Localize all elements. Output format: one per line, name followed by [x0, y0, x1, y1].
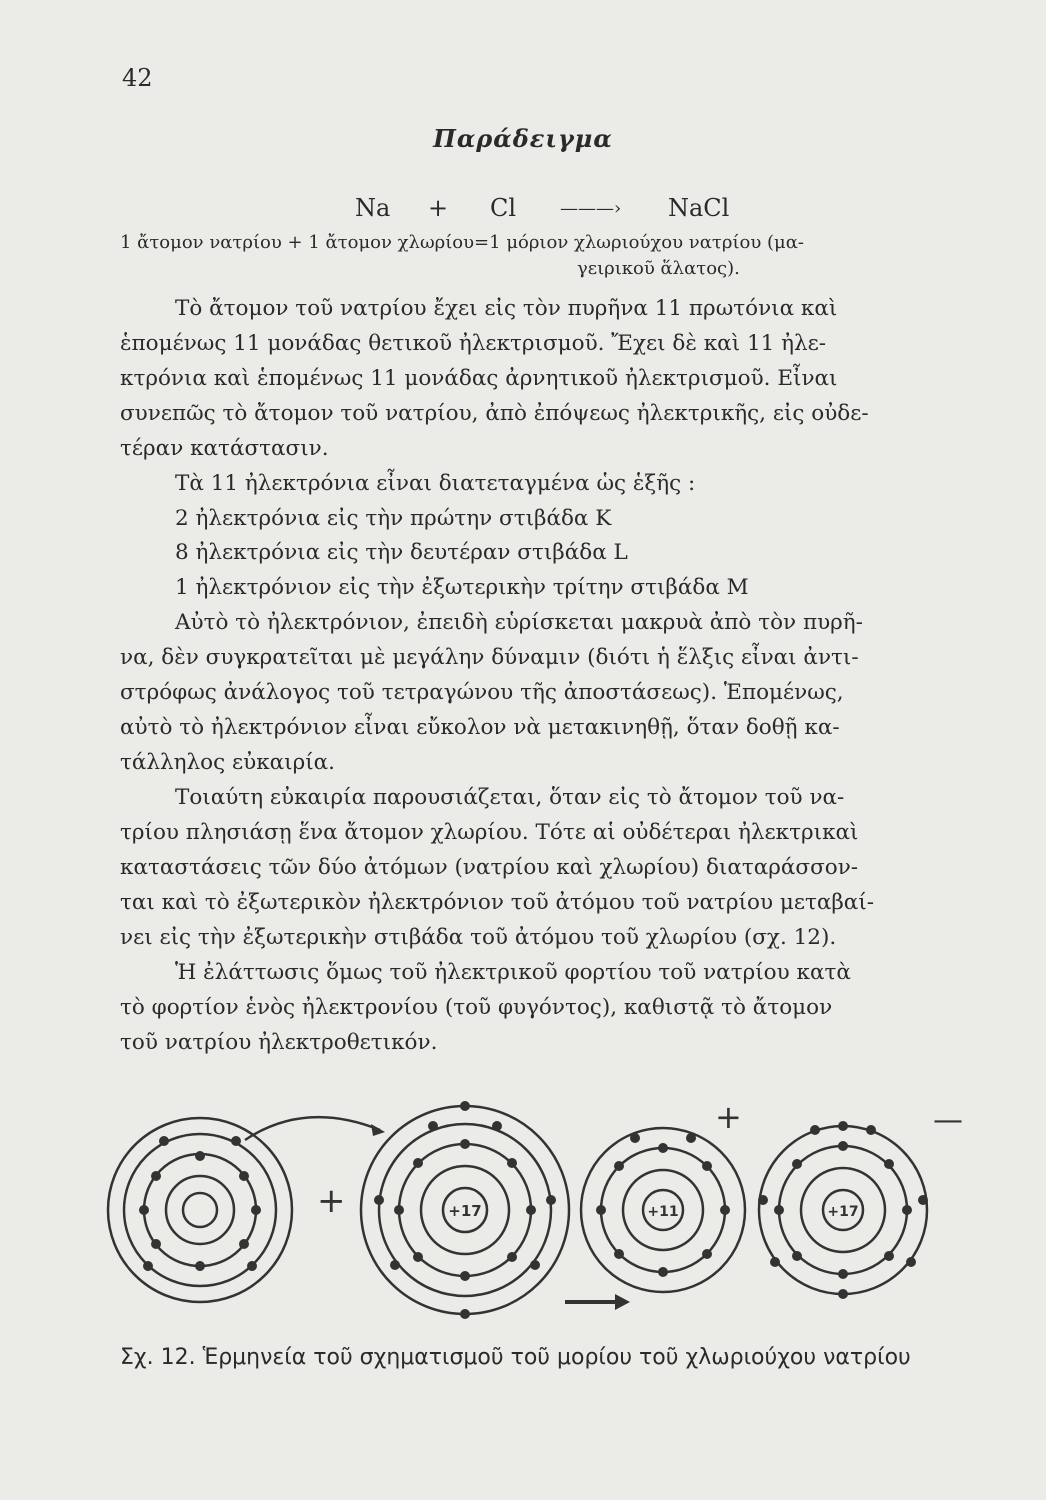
section-heading: Παράδειγμα: [433, 124, 613, 153]
text-line: τρίου πλησιάσῃ ἕνα ἄτομον χλωρίου. Τότε αἱ οὐδέτεραι ἠλεκτρικαὶ: [120, 820, 859, 845]
text-line: αὐτὸ τὸ ἠλεκτρόνιον εἶναι εὔκολον νὰ μετακινηθῇ, ὅταν δοθῇ κα-: [120, 715, 840, 740]
plus-sign: +: [317, 1181, 346, 1221]
positive-charge-sign: +: [715, 1098, 742, 1136]
text-line: συνεπῶς τὸ ἄτομον τοῦ νατρίου, ἀπὸ ἐπόψεως ἠλεκτρικῆς, εἰς οὐδε-: [120, 401, 869, 426]
figure-caption: Σχ. 12. Ἑρμηνεία τοῦ σχηματισμοῦ τοῦ μορίου τοῦ χλωριούχου νατρίου: [120, 1345, 911, 1370]
text-line: Τὸ ἄτομον τοῦ νατρίου ἔχει εἰς τὸν πυρῆνα 11 πρωτόνια καὶ: [175, 296, 838, 321]
atom-diagram-figure: [95, 1090, 965, 1330]
negative-charge-sign: —: [933, 1103, 963, 1138]
equation-na: Na: [355, 194, 391, 222]
nucleus-label-cl-right: +17: [827, 1204, 859, 1220]
text-line: Τὰ 11 ἠλεκτρόνια εἶναι διατεταγμένα ὡς ἑξῆς :: [175, 471, 696, 496]
text-line: να, δὲν συγκρατεῖται μὲ μεγάλην δύναμιν (διότι ἡ ἕλξις εἶναι ἀντι-: [120, 645, 859, 670]
text-line: καταστάσεις τῶν δύο ἀτόμων (νατρίου καὶ χλωρίου) διαταράσσον-: [120, 855, 859, 880]
equation-description-line1: 1 ἄτομον νατρίου + 1 ἄτομον χλωρίου=1 μόριον χλωριούχου νατρίου (μα-: [120, 232, 804, 253]
text-line: ἑπομένως 11 μονάδας θετικοῦ ἠλεκτρισμοῦ. Ἔχει δὲ καὶ 11 ἠλε-: [120, 331, 827, 356]
text-line: νει εἰς τὴν ἐξωτερικὴν στιβάδα τοῦ ἀτόμου τοῦ χλωρίου (σχ. 12).: [120, 925, 837, 950]
text-line: τοῦ νατρίου ἠλεκτροθετικόν.: [120, 1030, 438, 1055]
equation-nacl: NaCl: [668, 194, 730, 222]
text-line: στρόφως ἀνάλογος τοῦ τετραγώνου τῆς ἀποστάσεως). Ἑπομένως,: [120, 680, 844, 705]
equation-cl: Cl: [490, 194, 517, 222]
text-line: τέραν κατάστασιν.: [120, 436, 329, 461]
text-line: Ἡ ἐλάττωσις ὅμως τοῦ ἠλεκτρικοῦ φορτίου τοῦ νατρίου κατὰ: [175, 960, 851, 985]
equation-plus: +: [428, 194, 449, 222]
text-line: τὸ φορτίον ἑνὸς ἠλεκτρονίου (τοῦ φυγόντος), καθιστᾷ τὸ ἄτομον: [120, 995, 833, 1020]
text-line: Αὐτὸ τὸ ἠλεκτρόνιον, ἐπειδὴ εὑρίσκεται μακρυὰ ἀπὸ τὸν πυρῆ-: [175, 610, 863, 635]
text-line: Τοιαύτη εὐκαιρία παρουσιάζεται, ὅταν εἰς τὸ ἄτομον τοῦ να-: [175, 785, 845, 810]
page-number: 42: [122, 64, 153, 92]
text-line: 1 ἠλεκτρόνιον εἰς τὴν ἐξωτερικὴν τρίτην στιβάδα M: [175, 575, 749, 600]
nucleus-label-na-right: +11: [647, 1204, 679, 1220]
nucleus-label-cl-left: +17: [448, 1202, 482, 1220]
text-line: ται καὶ τὸ ἐξωτερικὸν ἠλεκτρόνιον τοῦ ἀτόμου τοῦ νατρίου μεταβαί-: [120, 890, 875, 915]
text-line: κτρόνια καὶ ἑπομένως 11 μονάδας ἀρνητικοῦ ἠλεκτρισμοῦ. Εἶναι: [120, 366, 838, 391]
equation-description-line2: γειρικοῦ ἅλατος).: [577, 258, 740, 279]
text-line: 2 ἠλεκτρόνια εἰς τὴν πρώτην στιβάδα K: [175, 506, 612, 531]
text-line: 8 ἠλεκτρόνια εἰς τὴν δευτέραν στιβάδα L: [175, 540, 628, 565]
sodium-atom-left: [108, 1118, 292, 1302]
equation-arrow: ———›: [560, 198, 622, 219]
text-line: τάλληλος εὐκαιρία.: [120, 750, 336, 775]
